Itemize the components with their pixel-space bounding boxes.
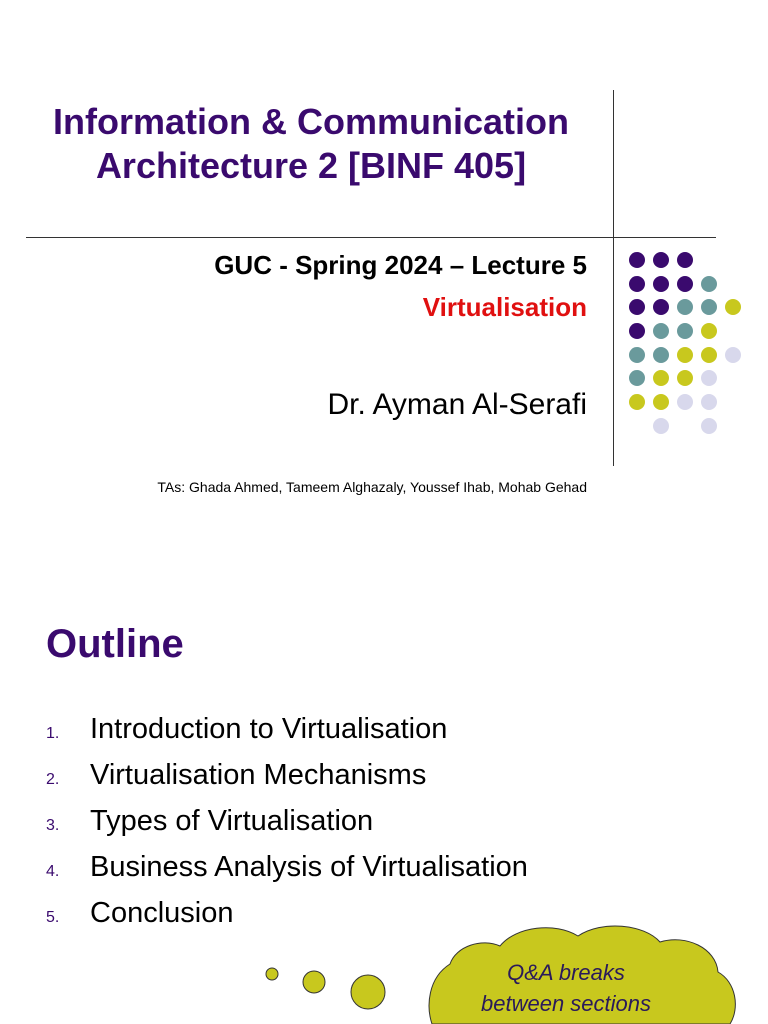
dot xyxy=(701,370,717,386)
dot xyxy=(653,252,669,268)
dot xyxy=(629,370,645,386)
horizontal-divider xyxy=(26,237,716,238)
dot xyxy=(701,299,717,315)
callout-text xyxy=(446,957,686,1019)
callout-line-2: between sections xyxy=(481,991,651,1016)
dot xyxy=(701,323,717,339)
list-item xyxy=(46,759,528,805)
dot xyxy=(701,418,717,434)
dot xyxy=(701,276,717,292)
dot xyxy=(629,394,645,410)
dot xyxy=(653,299,669,315)
outline-list xyxy=(46,713,528,943)
item-number: 1. xyxy=(46,725,60,742)
list-item xyxy=(46,805,528,851)
dot xyxy=(725,299,741,315)
decorative-dot-grid xyxy=(620,248,750,440)
outline-heading: Outline xyxy=(46,622,184,666)
dot xyxy=(653,347,669,363)
dot xyxy=(653,370,669,386)
dot xyxy=(629,323,645,339)
dot xyxy=(653,394,669,410)
item-text: Types of Virtualisation xyxy=(90,805,374,837)
item-number: 2. xyxy=(46,771,60,788)
item-number: 4. xyxy=(46,863,60,880)
list-item xyxy=(46,851,528,897)
dot xyxy=(653,276,669,292)
item-number: 5. xyxy=(46,909,60,926)
item-text: Introduction to Virtualisation xyxy=(90,713,448,745)
dot xyxy=(677,347,693,363)
dot xyxy=(677,299,693,315)
dot xyxy=(677,370,693,386)
dot xyxy=(629,276,645,292)
slide-title xyxy=(20,100,602,188)
medium-bubble xyxy=(303,971,325,993)
item-text: Business Analysis of Virtualisation xyxy=(90,851,528,883)
dot xyxy=(653,323,669,339)
dot xyxy=(701,347,717,363)
callout-line-1: Q&A breaks xyxy=(507,960,625,985)
dot xyxy=(677,323,693,339)
dot xyxy=(653,418,669,434)
title-line-1: Information & Communication xyxy=(53,101,569,142)
lecture-subtitle: GUC - Spring 2024 – Lecture 5 xyxy=(214,250,587,280)
dot xyxy=(677,252,693,268)
dot xyxy=(629,299,645,315)
small-bubble xyxy=(266,968,278,980)
lecture-topic: Virtualisation xyxy=(422,292,587,322)
vertical-divider xyxy=(613,90,614,466)
dot xyxy=(629,347,645,363)
dot xyxy=(725,347,741,363)
dot xyxy=(677,394,693,410)
large-bubble xyxy=(351,975,385,1009)
author-name: Dr. Ayman Al-Serafi xyxy=(327,388,587,421)
list-item xyxy=(46,713,528,759)
item-text: Conclusion xyxy=(90,897,234,929)
teaching-assistants: TAs: Ghada Ahmed, Tameem Alghazaly, Youssef Ihab, Mohab Gehad xyxy=(157,479,587,495)
item-number: 3. xyxy=(46,817,60,834)
item-text: Virtualisation Mechanisms xyxy=(90,759,427,791)
title-line-2: Architecture 2 [BINF 405] xyxy=(95,145,527,186)
dot xyxy=(701,394,717,410)
dot xyxy=(677,276,693,292)
dot xyxy=(629,252,645,268)
